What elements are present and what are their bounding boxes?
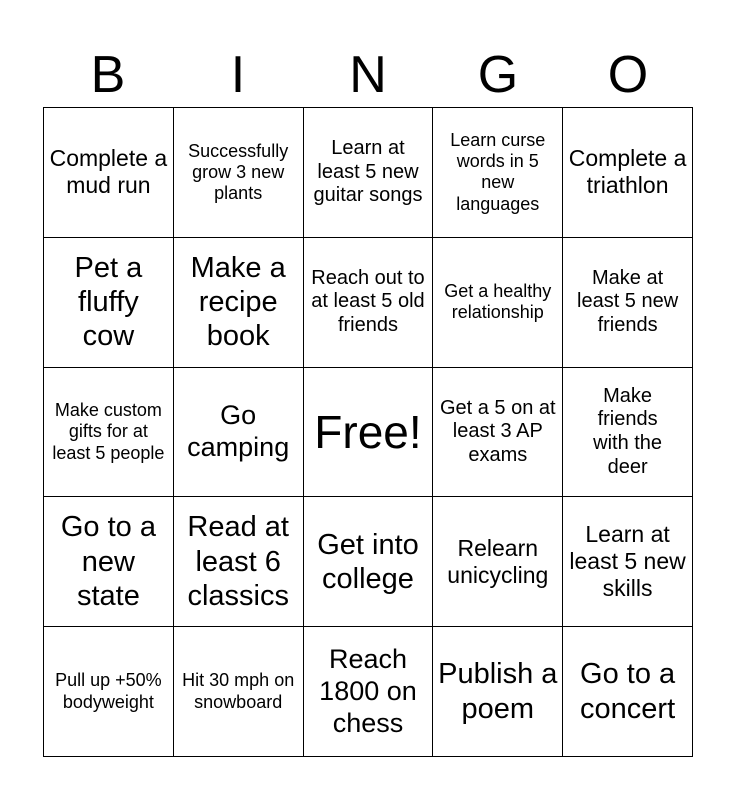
bingo-cell[interactable]: [44, 108, 174, 238]
free-space-text: Free!: [314, 405, 422, 458]
bingo-cell[interactable]: [174, 108, 304, 238]
bingo-cell[interactable]: [304, 108, 434, 238]
cell-text: Make custom gifts for at least 5 people: [52, 400, 165, 463]
bingo-cell[interactable]: [433, 238, 563, 368]
bingo-cell[interactable]: [433, 108, 563, 238]
cell-text: Go to a concert: [580, 658, 676, 725]
bingo-cell[interactable]: [433, 627, 563, 757]
cell-text: Successfully grow 3 new plants: [188, 140, 289, 204]
header-letter-g: G: [477, 46, 519, 104]
cell-text: Read at least 6 classics: [187, 511, 289, 612]
bingo-cell[interactable]: [563, 108, 693, 238]
free-space-cell[interactable]: [304, 368, 434, 498]
cell-text: Get a 5 on at least 3 AP exams: [439, 396, 556, 466]
header-letter-b: B: [90, 46, 126, 104]
cell-text: Make a recipe book: [190, 251, 286, 353]
bingo-cell[interactable]: [433, 497, 563, 627]
cell-text: Learn at least 5 new skills: [569, 521, 686, 602]
bingo-cell[interactable]: [44, 497, 174, 627]
header-letter-o: O: [607, 46, 649, 104]
bingo-cell[interactable]: [304, 238, 434, 368]
bingo-cell[interactable]: [563, 368, 693, 498]
cell-text: Reach 1800 on chess: [319, 643, 417, 738]
bingo-cell[interactable]: [563, 497, 693, 627]
cell-text: Complete a mud run: [49, 145, 168, 199]
bingo-cell[interactable]: [563, 627, 693, 757]
cell-text: Pull up +50% bodyweight: [55, 670, 162, 712]
bingo-cell[interactable]: [304, 627, 434, 757]
bingo-cell[interactable]: [174, 627, 304, 757]
bingo-cell[interactable]: [174, 497, 304, 627]
header-letter-i: I: [230, 46, 246, 104]
cell-text: Go to a new state: [60, 511, 156, 612]
cell-text: Get a healthy relationship: [444, 280, 552, 323]
bingo-cell[interactable]: [304, 497, 434, 627]
bingo-board: [43, 107, 693, 757]
cell-text: Reach out to at least 5 old friends: [311, 266, 425, 336]
cell-text: Pet a fluffy cow: [74, 251, 143, 353]
cell-text: Get into college: [317, 528, 419, 595]
bingo-cell[interactable]: [44, 627, 174, 757]
bingo-cell[interactable]: [44, 368, 174, 498]
cell-text: Learn at least 5 new guitar songs: [313, 137, 423, 207]
bingo-cell[interactable]: [563, 238, 693, 368]
cell-text: Complete a triathlon: [568, 145, 687, 199]
cell-text: Relearn unicycling: [447, 534, 549, 588]
cell-text: Make at least 5 new friends: [577, 266, 679, 336]
bingo-cell[interactable]: [433, 368, 563, 498]
cell-text: Make friends with the deer: [593, 384, 663, 478]
bingo-cell[interactable]: [44, 238, 174, 368]
bingo-cell[interactable]: [174, 238, 304, 368]
cell-text: Hit 30 mph on snowboard: [182, 670, 295, 712]
cell-text: Go camping: [187, 400, 290, 462]
header-letter-n: N: [349, 46, 387, 104]
cell-text: Learn curse words in 5 new languages: [450, 129, 546, 214]
bingo-cell[interactable]: [174, 368, 304, 498]
cell-text: Publish a poem: [438, 658, 558, 725]
bingo-header: [43, 44, 693, 106]
